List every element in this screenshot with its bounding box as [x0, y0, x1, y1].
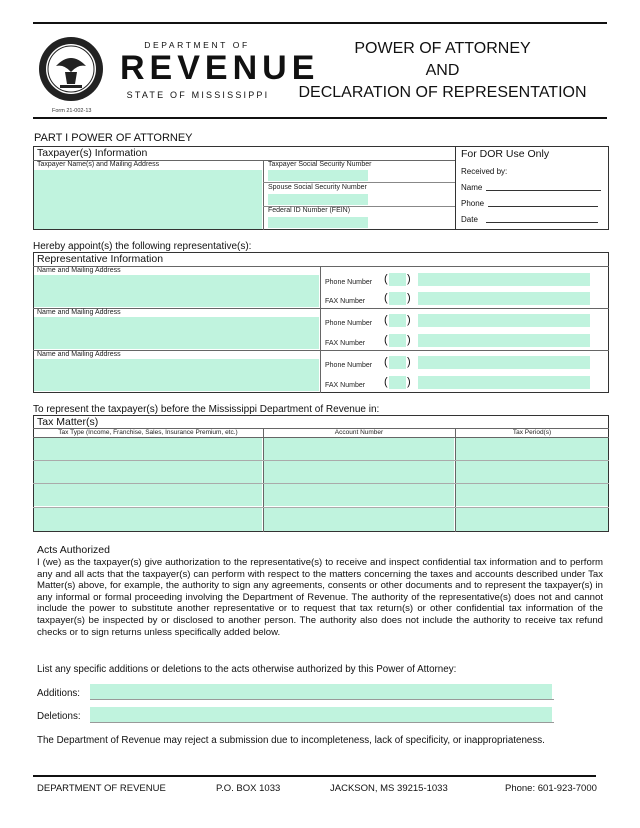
state-seal: [38, 36, 104, 102]
dor-name-line[interactable]: [486, 190, 601, 191]
rep2-fax-paren-close: ): [407, 334, 411, 346]
tax-matters-heading: Tax Matter(s): [37, 416, 99, 428]
rep3-phone-paren-close: ): [407, 356, 411, 368]
additions-underline: [90, 699, 554, 700]
state-line: STATE OF MISSISSIPPI: [126, 90, 270, 100]
title-block: [290, 38, 595, 104]
rep3-name-label: Name and Mailing Address: [37, 351, 121, 358]
tax-period-column-header: Tax Period(s): [512, 429, 552, 436]
rep1-name-label: Name and Mailing Address: [37, 267, 121, 274]
header-rule: [33, 117, 607, 119]
rep1-fax-field[interactable]: [418, 292, 590, 305]
ssn-rule: [263, 182, 455, 183]
taxpayer-divider: [455, 146, 456, 230]
tax-period-field-4[interactable]: [456, 508, 608, 531]
dor-phone-line[interactable]: [488, 206, 598, 207]
rep2-fax-area-field[interactable]: [389, 334, 406, 347]
dept-line-text: DEPARTMENT OF: [144, 40, 250, 50]
footer-rule: [33, 775, 596, 777]
title-line-2: AND: [425, 62, 460, 79]
additions-label: Additions:: [37, 688, 81, 699]
appoint-text: Hereby appoint(s) the following representative(s):: [33, 241, 252, 252]
seal-graphic: [38, 36, 104, 102]
rep2-phone-label: Phone Number: [325, 320, 373, 327]
tax-period-field-1[interactable]: [456, 438, 608, 460]
footer-city: JACKSON, MS 39215-1033: [330, 783, 448, 794]
rep2-fax-field[interactable]: [418, 334, 590, 347]
rep2-name-label: Name and Mailing Address: [37, 309, 121, 316]
account-number-field-1[interactable]: [264, 438, 454, 460]
footer-phone: Phone: 601-923-7000: [505, 783, 597, 794]
dor-date-line[interactable]: [486, 222, 598, 223]
deletions-label: Deletions:: [37, 711, 81, 722]
rep1-phone-paren-open: (: [384, 273, 388, 285]
spouse-ssn-label: Spouse Social Security Number: [268, 184, 367, 191]
tax-type-field-4[interactable]: [34, 508, 262, 531]
acts-heading: Acts Authorized: [37, 544, 110, 556]
title-line-3: DECLARATION OF REPRESENTATION: [298, 84, 587, 101]
top-rule: [33, 22, 607, 24]
rep1-fax-paren-open: (: [384, 292, 388, 304]
rep3-fax-area-field[interactable]: [389, 376, 406, 389]
rep3-phone-label: Phone Number: [325, 362, 373, 369]
rep3-fax-label: FAX Number: [325, 382, 366, 389]
rep3-fax-paren-open: (: [384, 376, 388, 388]
tax-type-column-header: Tax Type (Income, Franchise, Sales, Insurance Premium, etc.): [58, 429, 238, 436]
reject-text: The Department of Revenue may reject a submission due to incompleteness, lack of specificity, or inappropriateness.: [37, 735, 545, 746]
ssn-col-divider: [263, 160, 264, 230]
representative-heading: Representative Information: [37, 253, 164, 265]
account-number-column-header: Account Number: [334, 429, 384, 436]
account-number-field-4[interactable]: [264, 508, 454, 531]
list-text: List any specific additions or deletions to the acts otherwise authorized by this Power of Attorney:: [37, 664, 457, 675]
deletions-field[interactable]: [90, 707, 552, 722]
title-line-1: POWER OF ATTORNEY: [354, 40, 531, 57]
rep2-name-field[interactable]: [34, 317, 319, 349]
rep2-phone-area-field[interactable]: [389, 314, 406, 327]
rep2-phone-paren-open: (: [384, 314, 388, 326]
rep3-fax-paren-close: ): [407, 376, 411, 388]
received-by-label: Received by:: [461, 167, 508, 176]
rep1-phone-label: Phone Number: [325, 279, 373, 286]
tax-type-field-2[interactable]: [34, 461, 262, 483]
rep-col-divider: [320, 266, 321, 393]
deletions-underline: [90, 722, 554, 723]
rep1-fax-label: FAX Number: [325, 298, 366, 305]
dor-use-heading: For DOR Use Only: [461, 148, 550, 160]
taxpayer-name-field[interactable]: [34, 170, 262, 229]
rep3-fax-field[interactable]: [418, 376, 590, 389]
rep1-phone-field[interactable]: [418, 273, 590, 286]
spouse-ssn-field[interactable]: [268, 194, 368, 205]
rep3-name-field[interactable]: [34, 359, 319, 391]
account-number-field-3[interactable]: [264, 484, 454, 506]
tax-type-field-1[interactable]: [34, 438, 262, 460]
rep1-fax-paren-close: ): [407, 292, 411, 304]
rep1-fax-area-field[interactable]: [389, 292, 406, 305]
fein-field[interactable]: [268, 217, 368, 228]
tax-type-field-3[interactable]: [34, 484, 262, 506]
tax-period-field-2[interactable]: [456, 461, 608, 483]
rep3-phone-field[interactable]: [418, 356, 590, 369]
taxpayer-info-heading: Taxpayer(s) Information: [37, 147, 148, 159]
dor-date-label: Date: [461, 215, 478, 224]
fein-label: Federal ID Number (FEIN): [268, 207, 351, 214]
tax-matters-intro: To represent the taxpayer(s) before the Mississippi Department of Revenue in:: [33, 404, 380, 415]
ssn-label: Taxpayer Social Security Number: [268, 161, 372, 168]
rep3-phone-area-field[interactable]: [389, 356, 406, 369]
revenue-wordmark: REVENUE: [120, 49, 320, 87]
additions-field[interactable]: [90, 684, 552, 699]
rep1-phone-paren-close: ): [407, 273, 411, 285]
rep1-phone-area-field[interactable]: [389, 273, 406, 286]
tax-period-field-3[interactable]: [456, 484, 608, 506]
footer-box: P.O. BOX 1033: [216, 783, 281, 794]
dor-phone-label: Phone: [461, 199, 485, 208]
rep1-name-field[interactable]: [34, 275, 319, 307]
form-number: Form 21-002-13: [52, 108, 92, 114]
dor-name-label: Name: [461, 183, 483, 192]
acts-paragraph: I (we) as the taxpayer(s) give authorization to the representative(s) to receive and inspect confidential tax information and to perform any and all acts that the taxpayer(s) can perform with respect to the matters concerning the taxes and accounts described under Tax Matter(s) above, for example, the authority to sign any agreements, consents or other documents and to represent the taxpayer(s) in any informal or formal proceeding involving the Department of Revenue. The authority of the representative(s) does not and cannot include the power to substitute another representative or to request that tax return(s) or other confidential tax information of the taxpayer(s) be inspected by or disclosed to another person. The authority also does not include the authority to receive tax refund checks or to sign returns unless specifically added below.: [37, 557, 603, 638]
rep2-phone-field[interactable]: [418, 314, 590, 327]
rep2-fax-paren-open: (: [384, 334, 388, 346]
ssn-field[interactable]: [268, 170, 368, 181]
footer-dept: DEPARTMENT OF REVENUE: [37, 783, 166, 794]
rep3-phone-paren-open: (: [384, 356, 388, 368]
account-number-field-2[interactable]: [264, 461, 454, 483]
rep2-phone-paren-close: ): [407, 314, 411, 326]
part1-heading: PART I POWER OF ATTORNEY: [34, 132, 193, 144]
rep2-fax-label: FAX Number: [325, 340, 366, 347]
taxpayer-name-label: Taxpayer Name(s) and Mailing Address: [37, 161, 160, 168]
